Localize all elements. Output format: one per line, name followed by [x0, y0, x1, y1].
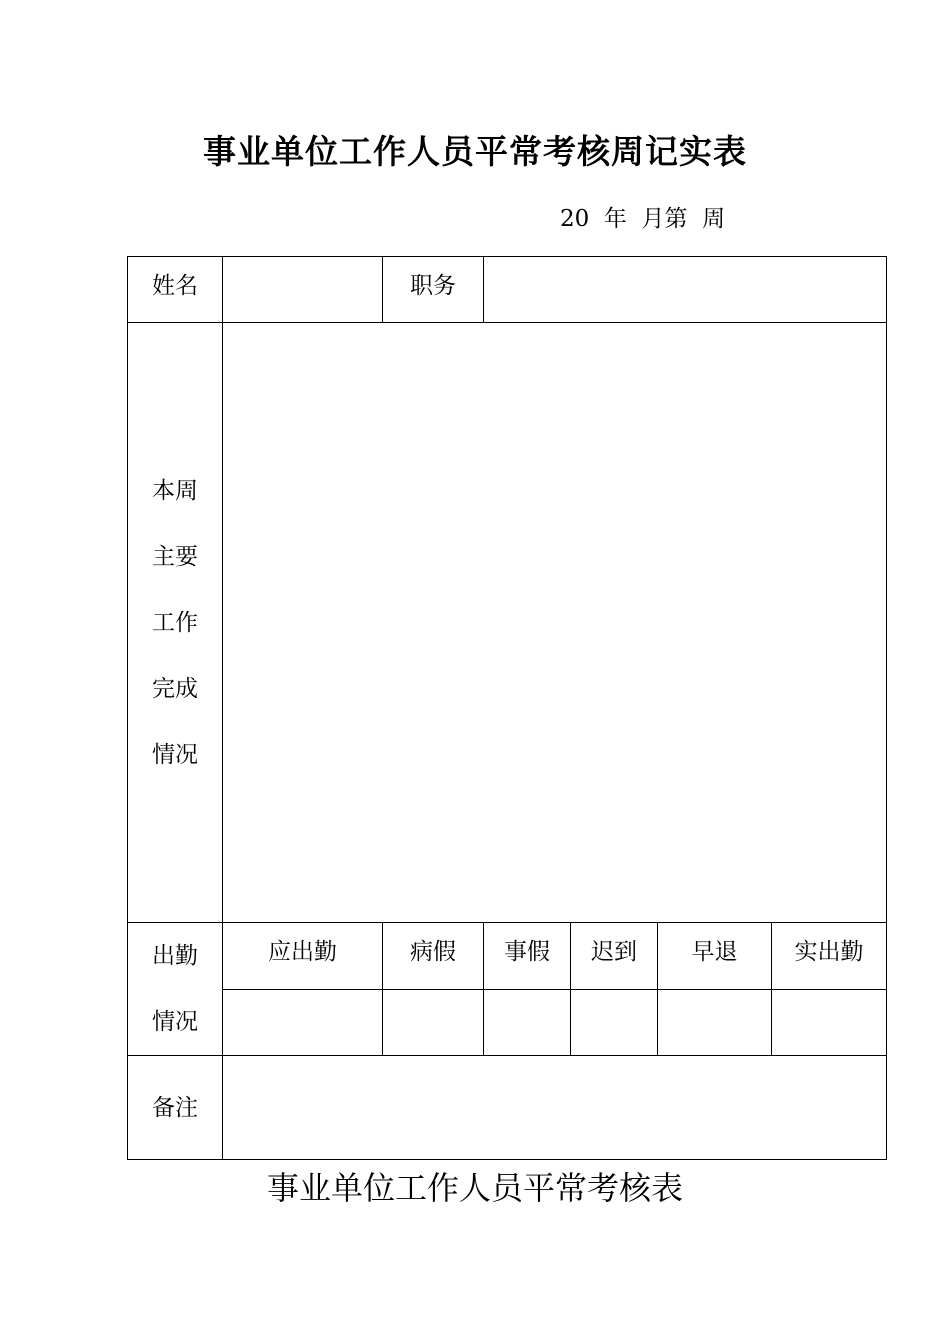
work-completion-field[interactable]: [223, 323, 887, 923]
column-header-sick-leave: 病假: [383, 923, 484, 990]
column-header-early-leave: 早退: [658, 923, 772, 990]
column-header-personal-leave: 事假: [484, 923, 571, 990]
attendance-label-line: 情况: [152, 1009, 198, 1035]
weekly-record-table: [127, 256, 887, 1160]
attendance-label-line: 出勤: [152, 943, 198, 969]
remarks-field[interactable]: [223, 1056, 887, 1160]
position-label: 职务: [383, 257, 484, 323]
attendance-label: [128, 923, 223, 1056]
sick-leave-field[interactable]: [383, 989, 484, 1056]
date-week-line: 20 年 月第 周: [560, 206, 726, 232]
column-header-actual-attendance: 实出勤: [772, 923, 887, 990]
late-field[interactable]: [571, 989, 658, 1056]
work-label-line: 主要: [152, 543, 198, 570]
name-field[interactable]: [223, 257, 383, 323]
remarks-label: 备注: [128, 1056, 223, 1160]
work-label-line: 工作: [152, 609, 198, 636]
work-completion-label: [128, 323, 223, 923]
work-label-line: 情况: [152, 741, 198, 768]
actual-attendance-field[interactable]: [772, 989, 887, 1056]
name-label: 姓名: [128, 257, 223, 323]
position-field[interactable]: [484, 257, 887, 323]
column-header-expected-attendance: 应出勤: [223, 923, 383, 990]
work-label-line: 完成: [152, 675, 198, 702]
personal-leave-field[interactable]: [484, 989, 571, 1056]
work-label-line: 本周: [152, 477, 198, 504]
expected-attendance-field[interactable]: [223, 989, 383, 1056]
early-leave-field[interactable]: [658, 989, 772, 1056]
column-header-late: 迟到: [571, 923, 658, 990]
next-form-title: 事业单位工作人员平常考核表: [266, 1169, 683, 1207]
page-title: 事业单位工作人员平常考核周记实表: [203, 132, 747, 171]
